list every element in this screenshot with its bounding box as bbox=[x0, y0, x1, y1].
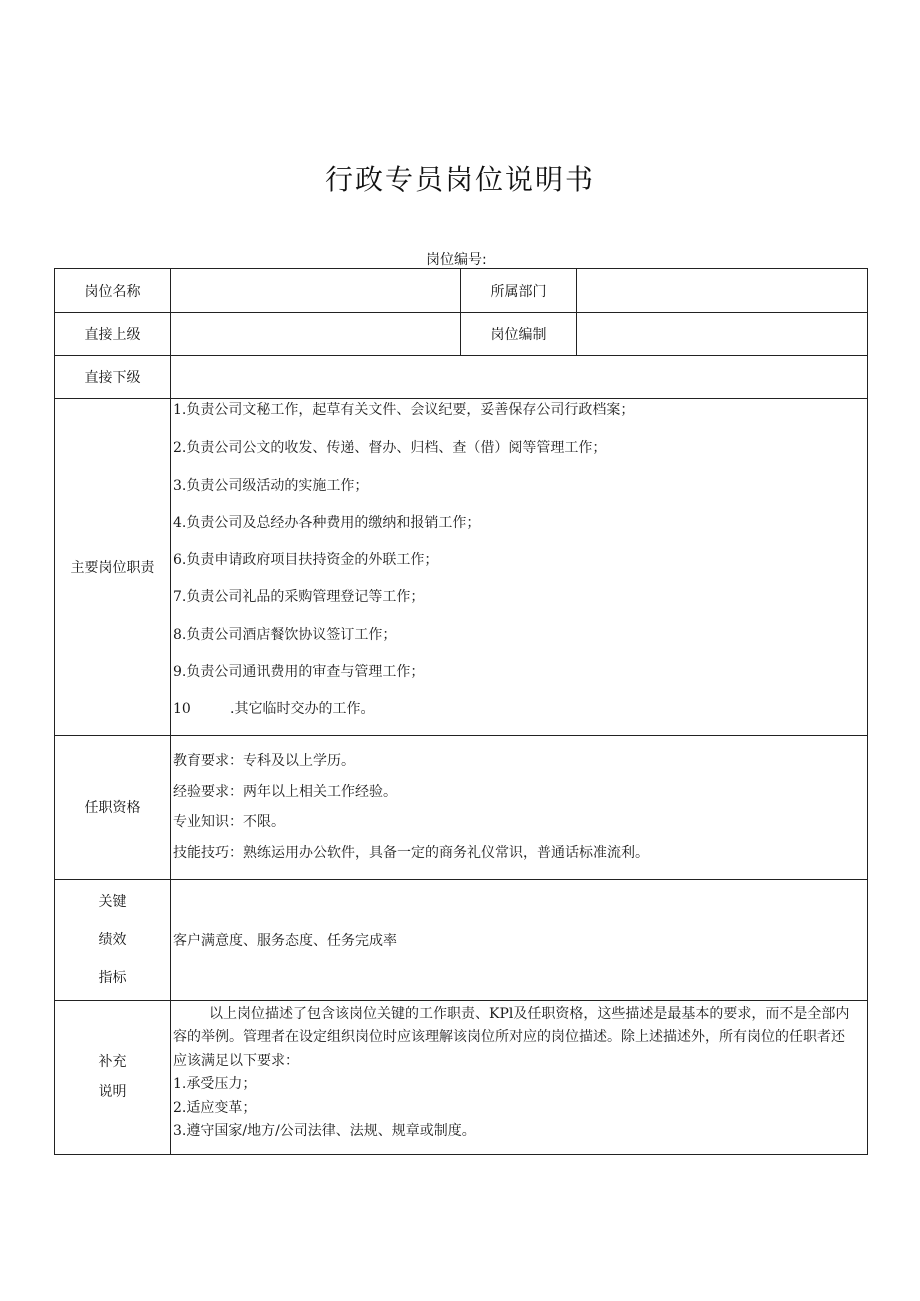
duty-item-text: .其它临时交办的工作。 bbox=[230, 701, 375, 718]
qualifications-list bbox=[171, 735, 868, 879]
kpi-label bbox=[55, 879, 171, 1000]
qualification-item: 教育要求：专科及以上学历。 bbox=[173, 753, 355, 770]
qualifications-label: 任职资格 bbox=[55, 735, 171, 879]
department-field[interactable] bbox=[577, 269, 868, 313]
supplement-label-line: 补充 bbox=[98, 1054, 127, 1071]
duty-item: 3.负责公司级活动的实施工作； bbox=[173, 477, 369, 494]
supplement-item: 3.遵守国家/地方/公司法律、法规、规章或制度。 bbox=[173, 1123, 476, 1140]
duty-item-number: 10 bbox=[173, 701, 191, 718]
direct-superior-label: 直接上级 bbox=[55, 313, 171, 356]
direct-subordinate-label: 直接下级 bbox=[55, 356, 171, 399]
qualification-item: 专业知识：不限。 bbox=[173, 814, 285, 831]
duty-item: 7.负责公司礼品的采购管理登记等工作； bbox=[173, 589, 425, 606]
duty-item: 8.负责公司酒店餐饮协议签订工作； bbox=[173, 626, 397, 643]
department-label: 所属部门 bbox=[461, 269, 577, 313]
job-description-table bbox=[54, 268, 868, 1155]
supplement-label bbox=[55, 1000, 171, 1154]
position-code-label: 岗位编号: bbox=[426, 252, 487, 268]
duties-label: 主要岗位职责 bbox=[55, 399, 171, 736]
duties-list bbox=[171, 399, 868, 736]
kpi-label-line: 指标 bbox=[98, 969, 127, 986]
position-quota-field[interactable] bbox=[577, 313, 868, 356]
position-name-label: 岗位名称 bbox=[55, 269, 171, 313]
position-name-field[interactable] bbox=[171, 269, 461, 313]
duty-item: 9.负责公司通讯费用的审查与管理工作； bbox=[173, 664, 425, 681]
supplement-item: 2.适应变革； bbox=[173, 1099, 257, 1116]
duty-item: 1.负责公司文秘工作，起草有关文件、会议纪要，妥善保存公司行政档案； bbox=[173, 402, 635, 418]
position-quota-label: 岗位编制 bbox=[461, 313, 577, 356]
direct-superior-field[interactable] bbox=[171, 313, 461, 356]
duty-item: 6.负责申请政府项目扶持资金的外联工作； bbox=[173, 552, 439, 569]
supplement-item: 1.承受压力； bbox=[173, 1076, 257, 1093]
kpi-label-line: 关键 bbox=[98, 893, 127, 910]
supplement-label-line: 说明 bbox=[98, 1084, 127, 1101]
kpi-label-line: 绩效 bbox=[98, 931, 127, 948]
document-title: 行政专员岗位说明书 bbox=[324, 163, 595, 196]
duty-item: 4.负责公司及总经办各种费用的缴纳和报销工作； bbox=[173, 514, 481, 531]
duty-item bbox=[171, 697, 867, 734]
supplement-paragraph: 以上岗位描述了包含该岗位关键的工作职责、KPl及任职资格，这些描述是最基本的要求，而不是全部内容的举例。管理者在设定组织岗位时应该理解该岗位所对应的岗位描述。除上述描述外，所有岗位的任职者还应该满足以下要求： bbox=[173, 1005, 850, 1069]
direct-subordinate-field[interactable] bbox=[171, 356, 868, 399]
qualification-item: 技能技巧：熟练运用办公软件，具备一定的商务礼仪常识，普通话标准流利。 bbox=[173, 844, 649, 861]
supplement-content bbox=[171, 1000, 868, 1154]
kpi-content: 客户满意度、服务态度、任务完成率 bbox=[171, 879, 868, 1000]
duty-item: 2.负责公司公文的收发、传递、督办、归档、查（借）阅等管理工作； bbox=[173, 440, 607, 457]
qualification-item: 经验要求：两年以上相关工作经验。 bbox=[173, 783, 397, 800]
